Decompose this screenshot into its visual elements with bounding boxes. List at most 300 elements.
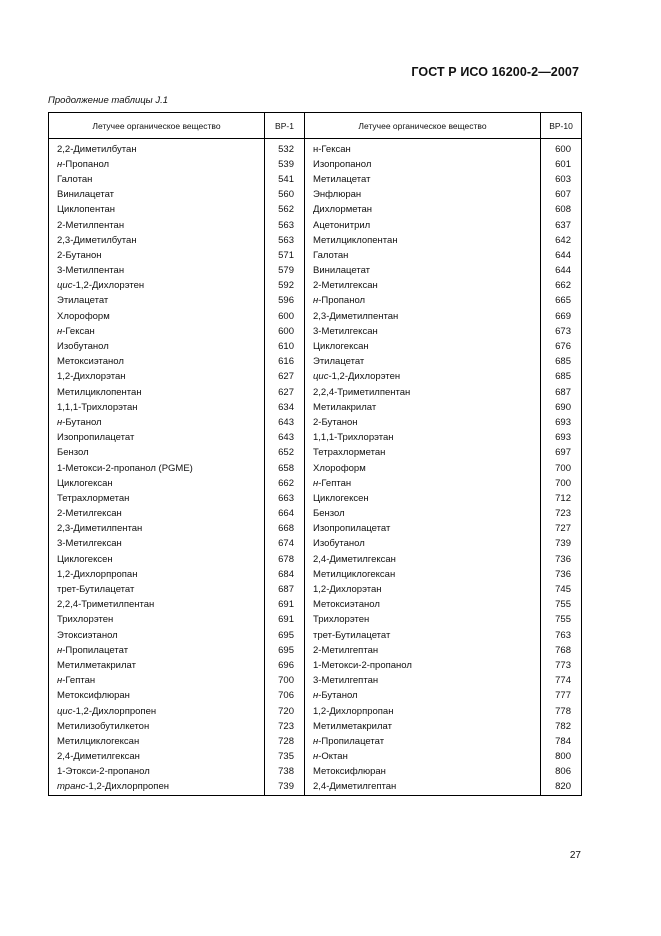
cell-compound-bp1 [49,476,265,491]
cell-bp1-value: 738 [265,765,305,780]
cell-bp1-value: 652 [265,446,305,461]
voc-table [48,112,582,796]
compound-name-part: н [313,751,319,763]
cell-bp10-value: 755 [541,613,582,628]
compound-name-part: Метоксиэтанол [57,356,124,368]
compound-name-part: н [313,295,319,307]
cell-bp1-value: 643 [265,431,305,446]
compound-name-part: -Гептан [62,675,96,687]
compound-name-part: -Пропанол [318,295,366,307]
cell-compound-bp1 [49,188,265,203]
cell-compound-bp1 [49,567,265,582]
cell-bp10-value: 712 [541,491,582,506]
cell-compound-bp1 [49,674,265,689]
cell-bp10-value: 673 [541,324,582,339]
cell-bp1-value: 600 [265,324,305,339]
compound-name-part: Метилциклопентан [313,234,398,246]
compound-name-part: Циклопентан [57,204,115,216]
cell-bp1-value: 691 [265,598,305,613]
cell-bp10-value: 727 [541,522,582,537]
compound-name-part: Хлороформ [313,462,366,474]
cell-compound-bp1 [49,537,265,552]
compound-name-part: 1,1,1-Трихлорэтан [313,432,394,444]
cell-bp10-value: 700 [541,476,582,491]
cell-compound-bp1 [49,339,265,354]
cell-compound-bp1 [49,461,265,476]
table-row [49,385,582,400]
table-row [49,203,582,218]
cell-compound-bp1 [49,643,265,658]
cell-bp10-value: 685 [541,355,582,370]
compound-name-part: 2-Метилгексан [57,508,122,520]
table-row [49,279,582,294]
compound-name-part: Метилакрилат [313,401,377,413]
compound-name-part: 2,3-Диметилпентан [313,310,399,322]
compound-name-part: Метилацетат [313,173,371,185]
cell-bp1-value: 728 [265,734,305,749]
compound-name-part: 2,4-Диметилгептан [313,781,397,793]
table-row [49,339,582,354]
compound-name-part: -Октан [318,751,348,763]
compound-name-part: Этоксиэтанол [57,629,118,641]
cell-compound-bp1 [49,552,265,567]
compound-name-part: 2-Метилпентан [57,219,125,231]
cell-bp1-value: 739 [265,780,305,796]
cell-compound-bp1 [49,248,265,263]
cell-bp10-value: 600 [541,139,582,158]
cell-compound-bp1 [49,446,265,461]
compound-name-part: Тетрахлорметан [313,447,386,459]
compound-name-part: Циклогексан [313,341,369,353]
compound-name-part: 3-Метилгексан [313,325,378,337]
cell-bp10-value: 745 [541,582,582,597]
cell-compound-bp1 [49,324,265,339]
cell-compound-bp10 [305,598,541,613]
column-header-bp1: BP-1 [265,113,305,139]
compound-name-part: 2,3-Диметилпентан [57,523,143,535]
cell-compound-bp10 [305,582,541,597]
cell-bp1-value: 541 [265,172,305,187]
table-row [49,400,582,415]
cell-compound-bp10 [305,218,541,233]
document-header: ГОСТ Р ИСО 16200-2—2007 [411,65,579,79]
cell-compound-bp1 [49,689,265,704]
cell-compound-bp10 [305,415,541,430]
table-caption: Продолжение таблицы J.1 [48,95,168,106]
table-row [49,765,582,780]
cell-compound-bp1 [49,157,265,172]
compound-name-part: Метилциклопентан [57,386,142,398]
compound-name-part: 3-Метилпентан [57,265,125,277]
table-row [49,218,582,233]
cell-bp10-value: 642 [541,233,582,248]
table-row [49,188,582,203]
column-header-compound-bp1: Летучее органическое вещество [49,113,265,139]
cell-compound-bp10 [305,400,541,415]
cell-bp10-value: 739 [541,537,582,552]
cell-compound-bp10 [305,203,541,218]
compound-name-part: н [57,325,63,337]
cell-compound-bp1 [49,370,265,385]
compound-name-part: Метоксифлюран [57,690,130,702]
cell-bp10-value: 806 [541,765,582,780]
compound-name-part: 2-Бутанон [313,416,358,428]
cell-compound-bp10 [305,750,541,765]
cell-compound-bp10 [305,765,541,780]
cell-compound-bp10 [305,507,541,522]
compound-name-part: Этилацетат [57,295,109,307]
compound-name-part: 1-Этокси-2-пропанол [57,766,150,778]
compound-name-part: Галотан [313,249,349,261]
cell-compound-bp1 [49,719,265,734]
cell-compound-bp1 [49,309,265,324]
column-header-bp10: BP-10 [541,113,582,139]
table-row [49,689,582,704]
cell-compound-bp10 [305,446,541,461]
cell-bp10-value: 736 [541,567,582,582]
cell-bp10-value: 644 [541,264,582,279]
cell-compound-bp10 [305,689,541,704]
compound-name-part: 1,1,1-Трихлорэтан [57,401,138,413]
compound-name-part: н-Гексан [313,143,351,155]
cell-bp10-value: 693 [541,415,582,430]
compound-name-part: Бензол [57,447,89,459]
cell-compound-bp10 [305,172,541,187]
cell-compound-bp10 [305,461,541,476]
compound-name-part: -1,2-Дихлорпропен [85,781,169,793]
cell-compound-bp1 [49,582,265,597]
table-row [49,248,582,263]
compound-name-part: н [313,690,319,702]
compound-name-part: Циклогексен [57,553,113,565]
column-header-compound-bp10: Летучее органическое вещество [305,113,541,139]
compound-name-part: трет-Бутилацетат [57,584,135,596]
cell-bp10-value: 778 [541,704,582,719]
table-row [49,491,582,506]
cell-compound-bp1 [49,385,265,400]
cell-compound-bp10 [305,294,541,309]
compound-name-part: Трихлорэтен [313,614,370,626]
cell-bp1-value: 627 [265,370,305,385]
compound-name-part: Метилциклогексан [313,568,396,580]
cell-bp10-value: 665 [541,294,582,309]
cell-compound-bp10 [305,628,541,643]
table-row [49,598,582,613]
compound-name-part: 1,2-Дихлорэтан [313,584,382,596]
cell-compound-bp1 [49,172,265,187]
compound-name-part: Изобутанол [313,538,365,550]
cell-bp1-value: 562 [265,203,305,218]
cell-bp1-value: 706 [265,689,305,704]
compound-name-part: цис [57,705,73,717]
compound-name-part: цис [313,371,329,383]
cell-bp10-value: 662 [541,279,582,294]
cell-bp10-value: 782 [541,719,582,734]
table-row [49,476,582,491]
cell-compound-bp1 [49,279,265,294]
cell-compound-bp1 [49,613,265,628]
table-row [49,674,582,689]
cell-compound-bp10 [305,704,541,719]
compound-name-part: 3-Метилгексан [57,538,122,550]
compound-name-part: 1-Метокси-2-пропанол [313,659,412,671]
cell-compound-bp10 [305,552,541,567]
compound-name-part: -Пропанол [62,158,110,170]
compound-name-part: Трихлорэтен [57,614,114,626]
cell-compound-bp10 [305,476,541,491]
cell-bp1-value: 634 [265,400,305,415]
compound-name-part: 1,2-Дихлорэтан [57,371,126,383]
cell-compound-bp10 [305,324,541,339]
cell-compound-bp1 [49,765,265,780]
cell-bp10-value: 693 [541,431,582,446]
compound-name-part: н [313,477,319,489]
cell-bp1-value: 627 [265,385,305,400]
table-row [49,264,582,279]
cell-compound-bp10 [305,719,541,734]
compound-name-part: Метоксиэтанол [313,599,380,611]
cell-bp1-value: 662 [265,476,305,491]
cell-bp10-value: 723 [541,507,582,522]
compound-name-part: -Пропилацетат [62,644,129,656]
compound-name-part: -Бутанол [318,690,358,702]
cell-compound-bp1 [49,598,265,613]
cell-compound-bp1 [49,491,265,506]
cell-compound-bp10 [305,157,541,172]
cell-compound-bp10 [305,780,541,796]
cell-bp1-value: 663 [265,491,305,506]
cell-bp1-value: 539 [265,157,305,172]
compound-name-part: Метилметакрилат [57,659,136,671]
cell-compound-bp10 [305,339,541,354]
cell-bp1-value: 596 [265,294,305,309]
cell-compound-bp1 [49,415,265,430]
cell-compound-bp10 [305,385,541,400]
table-row [49,537,582,552]
cell-compound-bp10 [305,431,541,446]
cell-compound-bp10 [305,522,541,537]
cell-bp1-value: 571 [265,248,305,263]
cell-compound-bp10 [305,248,541,263]
cell-bp10-value: 800 [541,750,582,765]
compound-name-part: 1,2-Дихлорпропан [57,568,138,580]
cell-compound-bp1 [49,704,265,719]
compound-name-part: Этилацетат [313,356,365,368]
table-row [49,461,582,476]
table-row [49,628,582,643]
compound-name-part: н [57,675,63,687]
cell-compound-bp10 [305,674,541,689]
cell-bp1-value: 674 [265,537,305,552]
table-row [49,139,582,158]
cell-bp1-value: 687 [265,582,305,597]
cell-bp10-value: 644 [541,248,582,263]
cell-bp10-value: 697 [541,446,582,461]
compound-name-part: 1-Метокси-2-пропанол (PGME) [57,462,193,474]
cell-compound-bp10 [305,233,541,248]
cell-compound-bp1 [49,658,265,673]
compound-name-part: цис [57,280,73,292]
table-row [49,750,582,765]
table-row [49,446,582,461]
cell-compound-bp1 [49,628,265,643]
table-row [49,582,582,597]
cell-bp10-value: 601 [541,157,582,172]
table-row [49,370,582,385]
compound-name-part: Изопропилацетат [57,432,135,444]
compound-name-part: Винилацетат [57,189,114,201]
cell-bp10-value: 685 [541,370,582,385]
table-row [49,780,582,796]
cell-bp1-value: 696 [265,658,305,673]
compound-name-part: Циклогексен [313,492,369,504]
cell-compound-bp10 [305,613,541,628]
table-row [49,309,582,324]
cell-bp10-value: 676 [541,339,582,354]
compound-name-part: 1,2-Дихлорпропан [313,705,394,717]
compound-name-part: н [57,644,63,656]
cell-bp1-value: 695 [265,628,305,643]
compound-name-part: Тетрахлорметан [57,492,130,504]
compound-name-part: транс [57,781,86,793]
table-row [49,157,582,172]
table-row [49,415,582,430]
table-row [49,294,582,309]
cell-compound-bp10 [305,734,541,749]
cell-bp1-value: 643 [265,415,305,430]
cell-bp1-value: 700 [265,674,305,689]
cell-compound-bp10 [305,491,541,506]
cell-compound-bp1 [49,780,265,796]
cell-compound-bp1 [49,233,265,248]
cell-bp1-value: 610 [265,339,305,354]
page-number: 27 [569,850,581,861]
compound-name-part: Энфлюран [313,189,362,201]
cell-bp10-value: 637 [541,218,582,233]
cell-bp1-value: 720 [265,704,305,719]
compound-name-part: -Гептан [318,477,352,489]
compound-name-part: н [313,735,319,747]
cell-compound-bp10 [305,658,541,673]
cell-compound-bp1 [49,431,265,446]
table-row [49,233,582,248]
cell-compound-bp10 [305,279,541,294]
cell-compound-bp10 [305,370,541,385]
table-row [49,507,582,522]
cell-compound-bp10 [305,139,541,158]
cell-bp10-value: 607 [541,188,582,203]
compound-name-part: 2,4-Диметилгексан [313,553,396,565]
cell-bp10-value: 687 [541,385,582,400]
cell-compound-bp10 [305,309,541,324]
table-header-row [49,113,582,139]
table-row [49,734,582,749]
cell-compound-bp1 [49,750,265,765]
cell-bp10-value: 773 [541,658,582,673]
compound-name-part: Ацетонитрил [313,219,371,231]
compound-name-part: -1,2-Дихлорэтен [328,371,401,383]
table-row [49,431,582,446]
cell-bp1-value: 658 [265,461,305,476]
table-row [49,643,582,658]
compound-name-part: Винилацетат [313,265,370,277]
compound-name-part: Метилциклогексан [57,735,140,747]
cell-bp10-value: 820 [541,780,582,796]
table-row [49,567,582,582]
cell-bp1-value: 684 [265,567,305,582]
cell-compound-bp1 [49,507,265,522]
cell-compound-bp1 [49,264,265,279]
cell-bp1-value: 678 [265,552,305,567]
compound-name-part: -1,2-Дихлорпропен [72,705,157,717]
cell-compound-bp1 [49,294,265,309]
compound-name-part: 2,2-Диметилбутан [57,143,137,155]
cell-bp10-value: 700 [541,461,582,476]
cell-bp10-value: 603 [541,172,582,187]
cell-bp1-value: 532 [265,139,305,158]
cell-bp10-value: 774 [541,674,582,689]
compound-name-part: 2,2,4-Триметилпентан [313,386,411,398]
cell-compound-bp1 [49,139,265,158]
cell-compound-bp10 [305,355,541,370]
cell-compound-bp10 [305,643,541,658]
cell-bp1-value: 735 [265,750,305,765]
cell-compound-bp10 [305,264,541,279]
cell-bp1-value: 560 [265,188,305,203]
cell-bp10-value: 690 [541,400,582,415]
cell-bp10-value: 608 [541,203,582,218]
cell-bp1-value: 616 [265,355,305,370]
compound-name-part: 2,3-Диметилбутан [57,234,137,246]
compound-name-part: -Гексан [62,325,95,337]
compound-name-part: Галотан [57,173,93,185]
compound-name-part: Изопропанол [313,158,372,170]
cell-bp10-value: 669 [541,309,582,324]
compound-name-part: 2-Бутанон [57,249,102,261]
table-row [49,355,582,370]
cell-compound-bp1 [49,522,265,537]
compound-name-part: Бензол [313,508,345,520]
cell-compound-bp10 [305,188,541,203]
compound-name-part: 3-Метилгептан [313,675,379,687]
compound-name-part: 2-Метилгексан [313,280,378,292]
cell-bp1-value: 579 [265,264,305,279]
table-row [49,704,582,719]
cell-bp1-value: 563 [265,233,305,248]
compound-name-part: Дихлорметан [313,204,372,216]
cell-bp1-value: 668 [265,522,305,537]
table-row [49,172,582,187]
cell-bp10-value: 768 [541,643,582,658]
compound-name-part: Метоксифлюран [313,766,386,778]
compound-name-part: Хлороформ [57,310,110,322]
cell-bp10-value: 736 [541,552,582,567]
cell-bp1-value: 563 [265,218,305,233]
compound-name-part: н [57,158,63,170]
cell-bp1-value: 592 [265,279,305,294]
cell-compound-bp10 [305,567,541,582]
cell-compound-bp10 [305,537,541,552]
cell-bp1-value: 600 [265,309,305,324]
compound-name-part: трет-Бутилацетат [313,629,391,641]
cell-bp1-value: 664 [265,507,305,522]
table-row [49,719,582,734]
compound-name-part: 2,2,4-Триметилпентан [57,599,155,611]
compound-name-part: Метилизобутилкетон [57,720,150,732]
cell-bp10-value: 755 [541,598,582,613]
cell-bp1-value: 695 [265,643,305,658]
cell-compound-bp1 [49,203,265,218]
